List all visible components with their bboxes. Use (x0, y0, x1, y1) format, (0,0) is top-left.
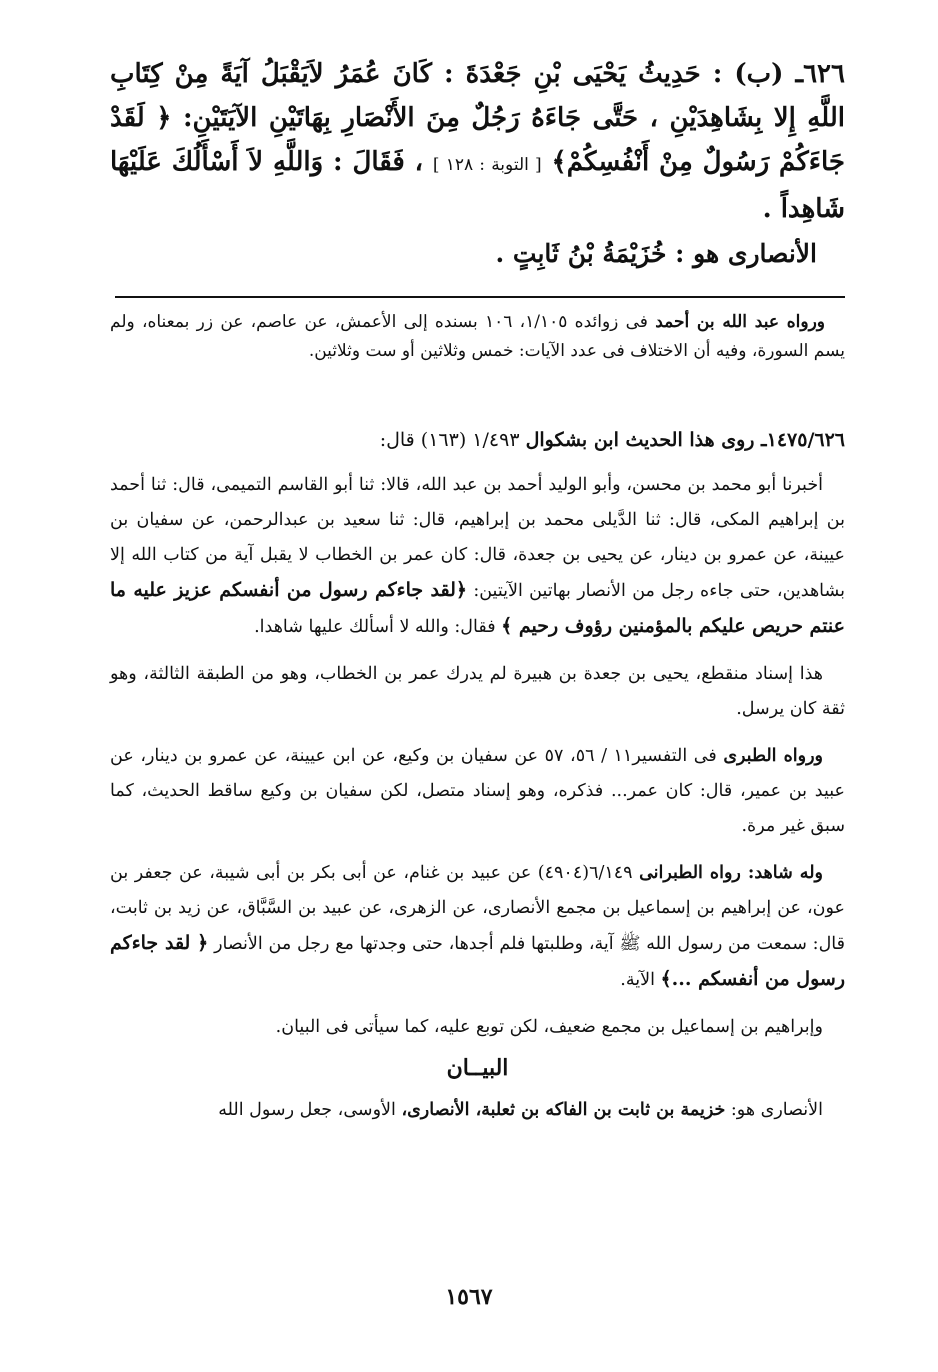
hadith-heading (110, 424, 845, 456)
footnote-text: فى زوائده ١/١٠٥، ١٠٦ بسنده إلى الأعمش، عن عاصم، عن زر بمعناه، ولم يسم السورة، وفيه أن الاختلاف فى عدد الآيات: خمس وثلاثين أو ست وثلاثين. (110, 312, 845, 361)
isnad-ending: فقال: والله لا أسألك عليها شاهدا. (254, 617, 496, 637)
ansari-identification: الأنصارى هو : خُزَيْمَةُ بْنُ ثَابِتٍ . (495, 239, 817, 268)
witness-paragraph (110, 856, 845, 998)
hadith-main-text (110, 52, 845, 231)
witness-ending: الآية. (620, 970, 655, 990)
quran-quote: ﴿لقد جاءكم رسول من أنفسكم عزيز عليه ما عنتم حريص عليكم بالمؤمنين رؤوف رحيم ﴾ (110, 579, 845, 637)
hadith-number: ٦٢٦ـ (ب) : (712, 59, 845, 89)
witness-text: ٦/١٤٩(٤٩٠٤) عن عبيد بن غنام، عن أبى بكر بن أبى شيبة، عن جعفر بن عون، عن إبراهيم بن إسماعيل بن مجمع الأنصارى، عن الزهرى، عن عبيد بن السَّبَّاق، عن زيد بن ثابت، قال: سمعت من رسول الله ﷺ آية، وطلبتها فلم أجدها، حتى وجدتها مع رجل من الأنصار (110, 863, 845, 954)
bayan-text-start: الأنصارى هو: (730, 1100, 823, 1120)
hadith-text-part2: ، فَقَالَ : وَاللَّهِ لاَ أَسْأَلُكَ عَلَيْهَا شَاهِداً . (110, 147, 845, 224)
tabari-bold: ورواه الطبرى (723, 746, 823, 766)
hadith-heading-rest: ١/٤٩٣ (١٦٣) قال: (379, 429, 520, 451)
witness-bold: وله شاهد: رواه الطبرانى (639, 863, 823, 883)
bayan-paragraph (110, 1093, 845, 1128)
bayan-text-end: الأوسى، جعل رسول الله (218, 1100, 396, 1120)
ibrahim-paragraph: وإبراهيم بن إسماعيل بن مجمع ضعيف، لكن توبع عليه، كما سيأتى فى البيان. (275, 1017, 823, 1037)
page-body (110, 52, 845, 1128)
hadith-heading-bold: ١٤٧٥/٦٢٦ـ روى هذا الحديث ابن بشكوال (525, 429, 845, 451)
footnote-bold: ورواه عبد الله بن أحمد (655, 312, 825, 332)
bayan-heading: البيــان (446, 1055, 509, 1081)
isnad-text: أخبرنا أبو محمد بن محسن، وأبو الوليد أحمد بن عبد الله، قالا: ثنا أبو القاسم التميمى، قال: ثنا أحمد بن إبراهيم المكى، قال: ثنا الدَّيلى محمد بن إبراهيم، قال: ثنا سعيد بن عبدالرحمن، عن سفيان بن عيينة، عن عمرو بن دينار، عن يحيى بن جعدة، قال: كان عمر بن الخطاب لا يقبل آية من كتاب الله إلا بشاهدين، حتى جاءه رجل من الأنصار بهاتين الآيتين: (110, 475, 845, 601)
witness-quote: ﴿ لقد جاءكم رسول من أنفسكم ...﴾ (110, 932, 845, 990)
tabari-text: فى التفسير١١ / ٥٦، ٥٧ عن سفيان بن وكيع، عن ابن عيينة، عن عمرو بن دينار، عن عبيد بن عمير، قال: كان عمر... فذكره، وهو إسناد متصل، لكن سفيان بن وكيع ساقط الحديث، كما سبق غير مرة. (110, 746, 845, 836)
hadith-text-part1: حَدِيثُ يَحْيَى بْنِ جَعْدَةَ : كَانَ عُمَرُ لاَيَقْبَلُ آيَةً مِنْ كِتَابِ اللَّهِ إِلا بِشَاهِدَيْنِ ، حَتَّى جَاءَهُ رَجُلٌ مِنَ الأَنْصَارِ بِهَاتَيْنِ الآيَتَيْنِ: ﴿ لَقَدْ جَاءَكُمْ رَسُولٌ مِنْ أَنْفُسِكُمْ﴾ (110, 59, 845, 177)
tabari-paragraph (110, 739, 845, 844)
isnad-paragraph (110, 468, 845, 645)
bayan-bold-name: خزيمة بن ثابت بن الفاكه بن ثعلبة، الأنصارى، (401, 1100, 726, 1120)
quran-citation: [ التوبة : ١٢٨ ] (432, 155, 542, 175)
footnote (110, 308, 845, 366)
section-divider (115, 296, 845, 298)
grading-paragraph: هذا إسناد منقطع، يحيى بن جعدة بن هبيرة لم يدرك عمر بن الخطاب، وهو من الطبقة الثالثة، وهو ثقة كان يرسل. (110, 664, 845, 719)
page-number: ١٥٦٧ (445, 1284, 493, 1310)
